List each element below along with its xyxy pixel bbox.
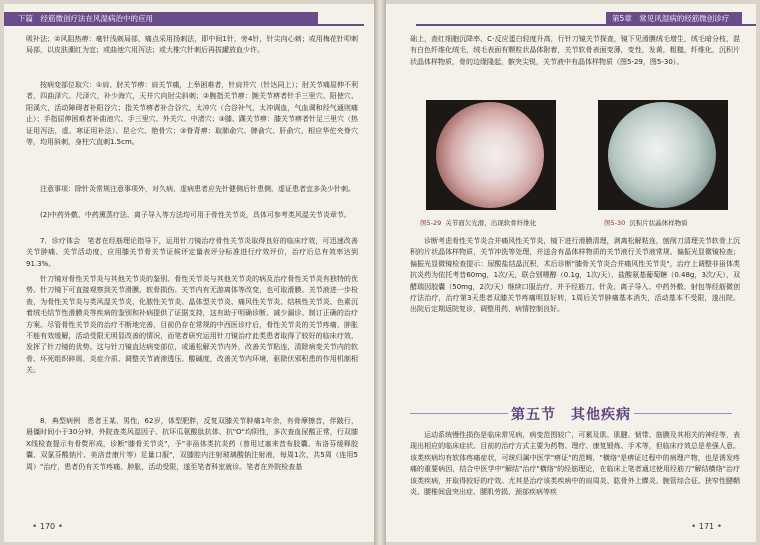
book-gutter <box>374 0 386 545</box>
paragraph: 7．诊疗体会 笔者在经筋理论指导下，运用针刀镜治疗骨性关节炎取得良好的临床疗效，可迅速改善关节肿痛、关节活动度，应用膝关节骨关节证候评定量表评分标准进行疗效评价，治疗后总有效率达到91.3%。 <box>26 237 358 268</box>
running-header: 下篇 经筋微创疗法在风湿病治中的应用 <box>4 12 318 25</box>
paragraph: 针刀镜对骨性关节炎与其他关节炎的鉴别、骨性关节炎与其他关节炎的病及治疗骨性关节炎有独特的优势。针刀镜下可直接观察到关节滑膜、软骨损伤、关节内有无游离体等改变，也可取滑膜、关节液进一步检查，为骨性关节炎与类风湿关节炎、化脓性关节炎、晶体型关节炎、痛风性关节炎、结核性关节炎、色素沉着绒毛结节性滑膜炎等疾病的鉴别和补病提供了证据支持，这有助于明确诊断、减少漏诊、制订正确的治疗方案。尽管骨性关节炎的治疗不断地完善，目前仍存在常规的中西医诊疗后，骨性关节炎的关节疼痛、肿胀不能有效缓解，活动受限无明显改善的情况，而笔者研究运用针刀镜治疗此类患者取得了较好的临床疗效，发挥了针刀镜的优势。这与针刀镜直达病变部位，或通松解关节内外，改善关节粘连，清除病变关节内的软骨、坏死组织碎屑、炎症介质、调整关节液渗透压、酸碱度，改善关节内环境，驱除伏邪积患的作用机制相关。 <box>26 275 358 375</box>
paragraph: 注意事项：除针灸常规注意事项外，对久病、虚病患者应先针健侧后针患侧，虚证患者宜多灸少针刺。 <box>40 185 355 193</box>
paragraph: 吸补法；②风阻热痹：毫针浅刺局部，痛点采用扬刺法，即中间1针，旁4针，针尖向心刺；或用梅花针叩刺局部，以皮肤潮红为宜；或曲池穴用泻法；或大椎穴针刺后再拔罐放血少许。 <box>26 35 358 55</box>
arthroscopy-image <box>436 102 544 208</box>
figure-caption: 图5-29 关节面欠光滑，出现软骨纤维化 <box>420 219 537 227</box>
page-number: • 170 • <box>32 522 63 532</box>
paragraph: 诊断考虑骨性关节炎合并痛风性关节炎，镜下进行滑膜清理，剥离松解粘连，刨削刀清理关节软骨上沉积的片状晶体样物质，关节冲洗等处理，并送含有晶体样物质的关节液行关节液常规、偏振光显微镜检查；偏振光显微镜检查提示：尿酸盐结晶沉积，术后诊断"膝骨关节炎合并痛风性关节炎"，治疗上调整非甾体类抗炎药为依托考昔60mg，1次/天，联合别嘌醇（0.1g，1次/天），盐酸氨基葡萄糖（0.48g，3次/天），双醋瑞因胶囊（50mg，2次/天）继续口服治疗，并予经筋刀、针灸、离子导入、中药外敷、射包等经筋微创疗法治疗，治疗第3天患者双膝关节疼痛明显好转，1周后关节肿痛基本消失，活动基本不受限，遂出院。出院后定期返院复诊，调整用药，病情控制良好。 <box>410 237 740 314</box>
page-number: • 171 • <box>691 522 722 532</box>
arthroscopy-image <box>608 102 716 208</box>
figure-caption: 图5-30 沉积片状晶体样物质 <box>604 219 688 227</box>
header-rule <box>416 24 756 26</box>
paragraph: 按病变部位取穴：①肩、肘关节痹：肩关节痛，上举困难者，针肩井穴（针达同上）；肘关节痛屈伸不利者，四曲泽穴、尺泽穴，补少海穴，天井穴向肘尖斜刺；②腕指关节痹：腕关节痹者针手三里穴、阳使穴、阳溪穴，活动障碍者补阳谷穴；指关节痹者补合谷穴、太冲穴（合谷补气，太冲调血，气血调和经气通则痛止）；手指屈伸困难者补曲池穴、手三里穴、外关穴、中渚穴；③膝、踝关节痹：膝关节痹者针足三里穴（热证用泻法，虚、寒证用补法）、昆仑穴、绝骨穴；③脊背痹：取肺俞穴、脾俞穴、肝俞穴、相应华佗夹脊穴等，均用斜刺，身柱穴直刺1.5cm。 <box>26 81 358 147</box>
paragraph: 础上，查红细胞沉降率、C-反应蛋白轻度升高，行针刀镜关节探查，镜下见滑膜绒毛增生，绒毛暗分枝，混有白色纤维化绒毛，绒毛表面有颗粒状晶体附着，关节软骨表面变薄，变性，发黄，粗糙，纤维化，沉积片状晶体样物质，骨的边缘隆起，髌突尖锐，关节液中有晶体样物质（图5-29，图5-30）。 <box>410 35 740 66</box>
paragraph: 运动系统慢性损伤是临床常见病，病变范围较广，可累及肌、肌腱、韧带、筋膜及其相关的神经等，表现出相应的临床症状。目前的治疗方式主要为药物、理疗、康复锻炼、手术等，但临床疗效总是差强人意。该类疾病均有软体疼痛症状，可统归属中医学"痹证"的范畴，"横络"是痹证过程中的病理产物，也是诱发疼痛的重要病因，结合中医学中"解结"治疗"横络"的经筋理论，在临床上笔者通过使用经筋刀"解结横络"治疗该类疾病，并取得较好的疗效。尤其是治疗该类疾病中的肩周炎、肱骨外上髁炎、腕管综合征、狭窄性腱鞘炎、腰椎间盘突出症、腰肌劳损、颈部疾病等疾 <box>410 431 740 497</box>
section-title: 第五节 其他疾病 <box>511 407 631 423</box>
running-header: 第5章 常见风湿病的经筋微创诊疗 <box>606 12 742 25</box>
figure-5-29 <box>426 100 556 210</box>
header-rule <box>4 24 364 26</box>
section-rule <box>634 413 732 414</box>
paragraph: 8．典型病例 患者王某，男性，62岁，体型肥胖，反复双膝关节肿痛1年余，有骨摩擦音，伴跛行，晨僵时间小于30分钟，外院查类风湿因子、抗环瓜氨酸肽抗体、抗"O"均阴性，多次查血尿酸正常，行双膝X线检查提示有骨赘形成，诊断"膝骨关节炎"，予"非甾体类抗炎药（曾用过塞来昔布胶囊、布洛芬缓释胶囊、双氯芬酸钠片、美洛昔康片等）足量口服"，双膝腔内注射玻璃酸钠注射液，每周1次，共5周（连用5周）"治疗，患者仍有关节疼痛、肿胀，活动受限，遂至笔者科室就诊。笔者在外院检查基 <box>26 417 358 471</box>
right-page <box>386 4 756 542</box>
left-page <box>4 4 374 542</box>
figure-5-30 <box>598 100 728 210</box>
paragraph: (2)中药外敷、中药熏蒸疗法、离子导入等方法均可用于骨性关节炎，具体可参考类风湿关节炎章节。 <box>40 211 351 219</box>
